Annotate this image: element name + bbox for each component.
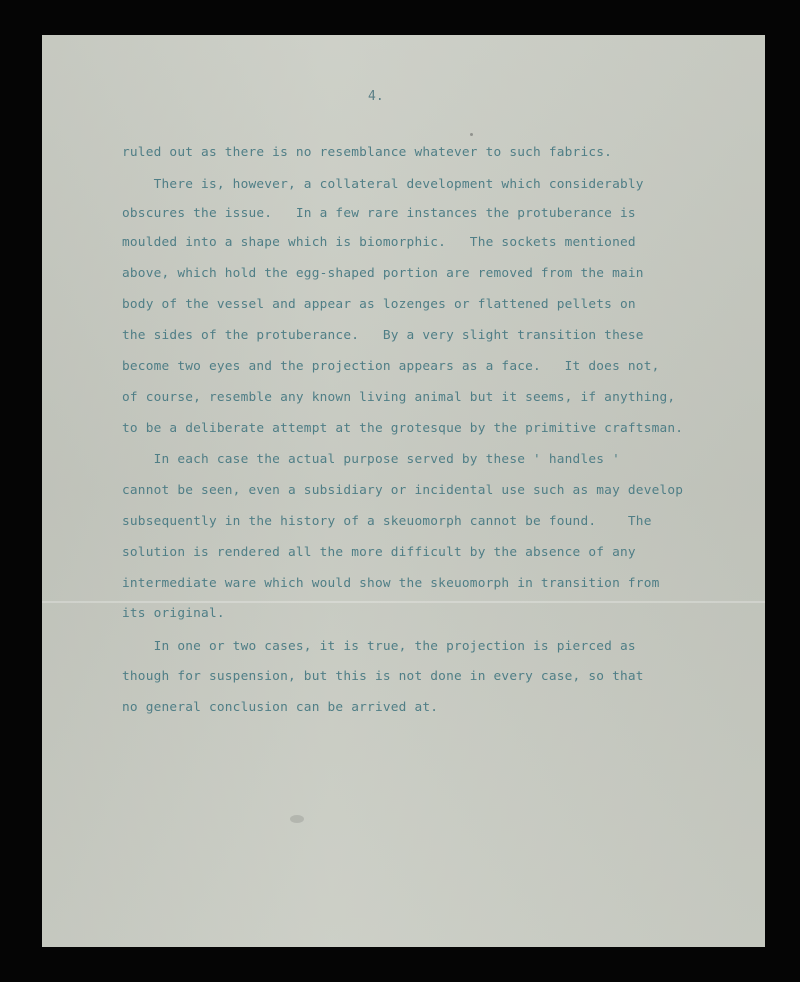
text-line-14: solution is rendered all the more difficult by the absence of any [122, 545, 636, 560]
text-line-1: ruled out as there is no resemblance whatever to such fabrics. [122, 145, 613, 160]
typed-page [42, 35, 765, 947]
text-line-8: become two eyes and the projection appears as a face. It does not, [122, 359, 660, 374]
text-line-17: In one or two cases, it is true, the projection is pierced as [122, 639, 636, 654]
text-line-11: In each case the actual purpose served by these ' handles ' [122, 452, 620, 467]
paper-smudge [290, 815, 304, 823]
text-line-7: the sides of the protuberance. By a very slight transition these [122, 328, 644, 343]
text-line-18: though for suspension, but this is not done in every case, so that [122, 669, 644, 684]
text-line-10: to be a deliberate attempt at the grotesque by the primitive craftsman. [122, 421, 684, 436]
text-line-19: no general conclusion can be arrived at. [122, 700, 439, 715]
text-line-2: There is, however, a collateral development which considerably [122, 177, 644, 192]
page-number: 4. [368, 89, 384, 104]
text-line-13: subsequently in the history of a skeuomorph cannot be found. The [122, 514, 652, 529]
text-line-4: moulded into a shape which is biomorphic. The sockets mentioned [122, 235, 636, 250]
text-line-12: cannot be seen, even a subsidiary or incidental use such as may develop [122, 483, 684, 498]
paper-smudge [470, 133, 473, 136]
text-line-16: its original. [122, 606, 225, 621]
paper-fold [42, 601, 765, 603]
text-line-15: intermediate ware which would show the skeuomorph in transition from [122, 576, 660, 591]
text-line-6: body of the vessel and appear as lozenges or flattened pellets on [122, 297, 636, 312]
text-line-9: of course, resemble any known living animal but it seems, if anything, [122, 390, 676, 405]
text-line-3: obscures the issue. In a few rare instances the protuberance is [122, 206, 636, 221]
text-line-5: above, which hold the egg-shaped portion are removed from the main [122, 266, 644, 281]
